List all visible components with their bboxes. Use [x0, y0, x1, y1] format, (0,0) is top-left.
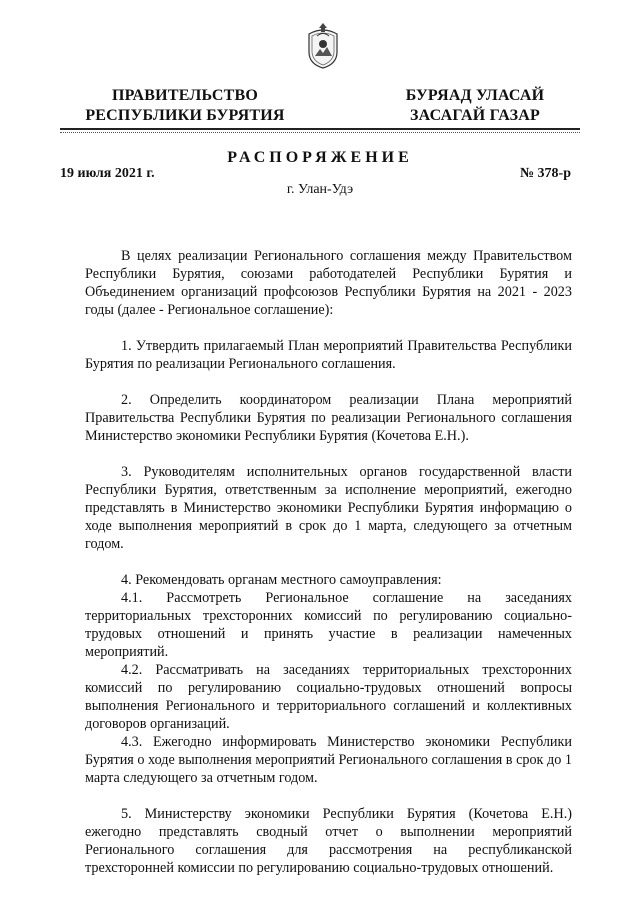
document-title: РАСПОРЯЖЕНИЕ	[227, 149, 413, 166]
paragraph-4-2: 4.2. Рассматривать на заседаниях территориальных трехсторонних комиссий по регулированию социально-трудовых отношений вопросы выполнения Регионального и территориального соглашений и коллективных договоров организаций.	[85, 662, 572, 732]
paragraph-2: 2. Определить координатором реализации Плана мероприятий Правительства Республики Бурятия по реализации Регионального соглашения Министерство экономики Республики Бурятия (Кочетова Е.Н.).	[85, 392, 572, 444]
paragraph-4-1: 4.1. Рассмотреть Региональное соглашение на заседаниях территориальных трехсторонних комиссий по регулированию социально-трудовых отношений и принять участие в реализации намеченных мероприятий.	[85, 590, 572, 660]
paragraph-5: 5. Министерству экономики Республики Бурятия (Кочетова Е.Н.) ежегодно представлять сводный отчет о выполнении мероприятий Регионального соглашения для рассмотрения на республиканской трехсторонней комиссии по регулированию социально-трудовых отношений.	[85, 806, 572, 876]
paragraph-4: 4. Рекомендовать органам местного самоуправления:	[121, 572, 442, 588]
document-body	[85, 247, 572, 877]
document-date: 19 июля 2021 г.	[60, 166, 155, 181]
header-right-line-1: БУРЯАД УЛАСАЙ	[405, 87, 545, 104]
document-number: № 378-р	[519, 166, 571, 181]
header-left-line-1: ПРАВИТЕЛЬСТВО	[111, 87, 259, 104]
paragraph-3: 3. Руководителям исполнительных органов государственной власти Республики Бурятия, ответственным за исполнение мероприятий, ежегодно представлять в Министерство экономики Республики Бурятия информацию о ходе выполнения мероприятий в срок до 1 марта, следующего за отчетным годом.	[85, 464, 572, 552]
paragraph-intro: В целях реализации Регионального соглашения между Правительством Республики Бурятия, союзами работодателей Республики Бурятия и Объединением организаций профсоюзов Республики Бурятия на 2021 - 2023 годы (далее - Региональное соглашение):	[85, 248, 572, 318]
header-right-line-2: ЗАСАГАЙ ГАЗАР	[410, 107, 540, 124]
document-city: г. Улан-Удэ	[286, 182, 354, 197]
coat-of-arms-emblem	[303, 22, 343, 70]
paragraph-4-3: 4.3. Ежегодно информировать Министерство экономики Республики Бурятия о ходе выполнения мероприятий Регионального соглашения в срок до 1 марта следующего за отчетным годом.	[85, 734, 572, 786]
header-divider	[60, 128, 580, 130]
header-government-bua	[390, 86, 560, 126]
header-left-line-2: РЕСПУБЛИКИ БУРЯТИЯ	[85, 107, 285, 124]
header-divider-dotted	[60, 132, 580, 133]
header-government-ru	[80, 86, 290, 126]
paragraph-1: 1. Утвердить прилагаемый План мероприятий Правительства Республики Бурятия по реализации Регионального соглашения.	[85, 338, 572, 372]
